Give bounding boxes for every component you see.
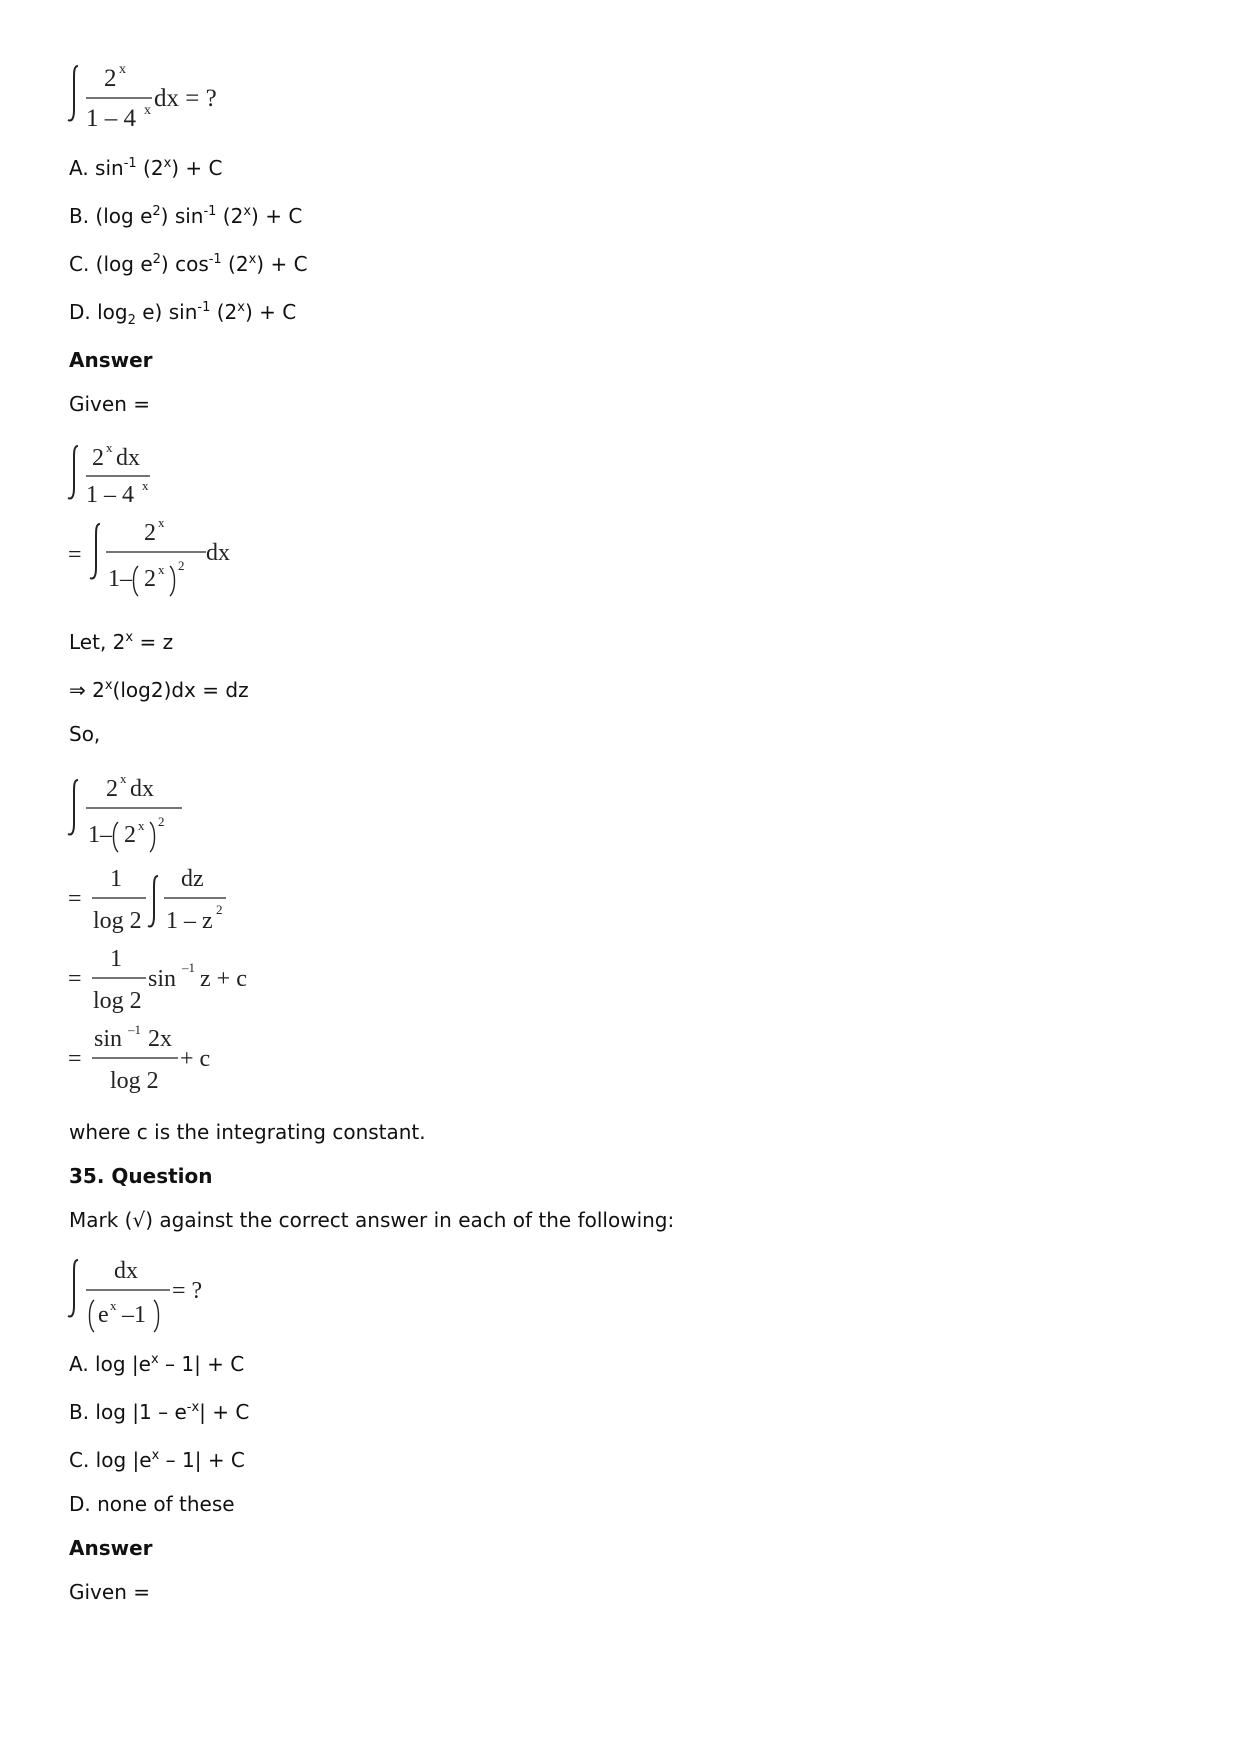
svg-text:dx: dx: [206, 540, 230, 566]
constant-note: where c is the integrating constant.: [69, 1120, 426, 1144]
svg-text:2: 2: [104, 65, 117, 92]
option-b[interactable]: B. (log $e^2$) $\sin^{-1} (2^x) + C$: [69, 204, 303, 228]
svg-text:2x: 2x: [148, 1026, 172, 1052]
svg-text:1 – 4: 1 – 4: [86, 482, 134, 508]
q35-option-a[interactable]: A. $\log |e^x - 1| + C$: [69, 1352, 245, 1376]
svg-text:x: x: [144, 103, 151, 118]
question-34-integral: [66, 58, 266, 136]
svg-text:+ c: + c: [180, 1046, 211, 1072]
solution-integral-3: [66, 766, 206, 858]
svg-text:x: x: [110, 1298, 117, 1313]
svg-text:log 2: log 2: [110, 1068, 159, 1094]
svg-text:–1: –1: [128, 1022, 141, 1037]
svg-text:sin: sin: [94, 1026, 123, 1052]
svg-text:x: x: [158, 562, 165, 577]
svg-text:x: x: [119, 62, 126, 77]
solution-integral-1: [66, 438, 186, 510]
svg-text:1 – 4: 1 – 4: [86, 105, 136, 132]
q35-option-d[interactable]: D. none of these: [69, 1492, 235, 1516]
option-a[interactable]: A. $\sin^{-1} (2^x) + C$: [69, 156, 223, 180]
svg-text:dz: dz: [181, 866, 204, 892]
svg-text:2: 2: [144, 520, 156, 546]
q35-given-label: Given =: [69, 1580, 150, 1604]
svg-text:e: e: [98, 1302, 109, 1328]
given-label: Given =: [69, 392, 150, 416]
svg-text:2: 2: [178, 558, 185, 573]
svg-text:x: x: [142, 478, 149, 493]
svg-text:x: x: [106, 440, 113, 455]
svg-text:2: 2: [124, 822, 136, 848]
option-c[interactable]: C. (log $e^2$) $\cos^{-1} (2^x) + C$: [69, 252, 308, 276]
svg-text:dx: dx: [130, 776, 154, 802]
substitution-line: Let, $2^x = z$: [69, 630, 174, 654]
differential-line: ⇒ $2^x(\log 2)dx$ = dz: [69, 678, 249, 702]
svg-text:x: x: [120, 771, 127, 786]
option-d[interactable]: D. $\log_2 e$) $\sin^{-1} (2^x) + C$: [69, 300, 297, 328]
svg-text:1–: 1–: [88, 822, 112, 848]
svg-text:–1: –1: [122, 1302, 146, 1328]
question-35-integral: [66, 1248, 266, 1338]
svg-text:=: =: [68, 886, 82, 912]
solution-integral-4: [66, 862, 246, 938]
svg-text:2: 2: [158, 814, 165, 829]
solution-step-5: [66, 942, 266, 1018]
svg-text:2: 2: [92, 445, 104, 471]
svg-text:2: 2: [106, 776, 118, 802]
svg-text:=: =: [68, 1046, 82, 1072]
answer-heading: Answer: [69, 348, 153, 372]
svg-text:dx: dx: [114, 1258, 138, 1284]
svg-text:–1: –1: [182, 960, 195, 975]
svg-text:dx: dx: [116, 445, 140, 471]
svg-text:2: 2: [144, 566, 156, 592]
svg-text:z + c: z + c: [200, 966, 247, 992]
svg-text:=: =: [68, 542, 82, 568]
svg-text:1: 1: [110, 946, 122, 972]
solution-integral-2: [66, 510, 266, 602]
question-35-instruction: Mark (√) against the correct answer in each of the following:: [69, 1208, 675, 1232]
svg-text:=: =: [68, 966, 82, 992]
svg-text:log 2: log 2: [93, 908, 142, 934]
so-label: So,: [69, 722, 101, 746]
svg-text:dx = ?: dx = ?: [154, 85, 217, 112]
svg-text:1: 1: [110, 866, 122, 892]
question-35-heading: 35. Question: [69, 1164, 213, 1188]
svg-text:x: x: [158, 515, 165, 530]
solution-step-6: [66, 1022, 246, 1098]
svg-text:sin: sin: [148, 966, 177, 992]
svg-text:= ?: = ?: [172, 1278, 203, 1304]
q35-option-c[interactable]: C. $\log |e^x - 1| + C$: [69, 1448, 245, 1472]
q35-answer-heading: Answer: [69, 1536, 153, 1560]
q35-option-b[interactable]: B. $\log |1 - e^{-x}| + C$: [69, 1400, 250, 1424]
svg-text:2: 2: [216, 902, 223, 917]
svg-text:1 – z: 1 – z: [166, 908, 213, 934]
svg-text:1–: 1–: [108, 566, 132, 592]
svg-text:x: x: [138, 818, 145, 833]
svg-text:log 2: log 2: [93, 988, 142, 1014]
